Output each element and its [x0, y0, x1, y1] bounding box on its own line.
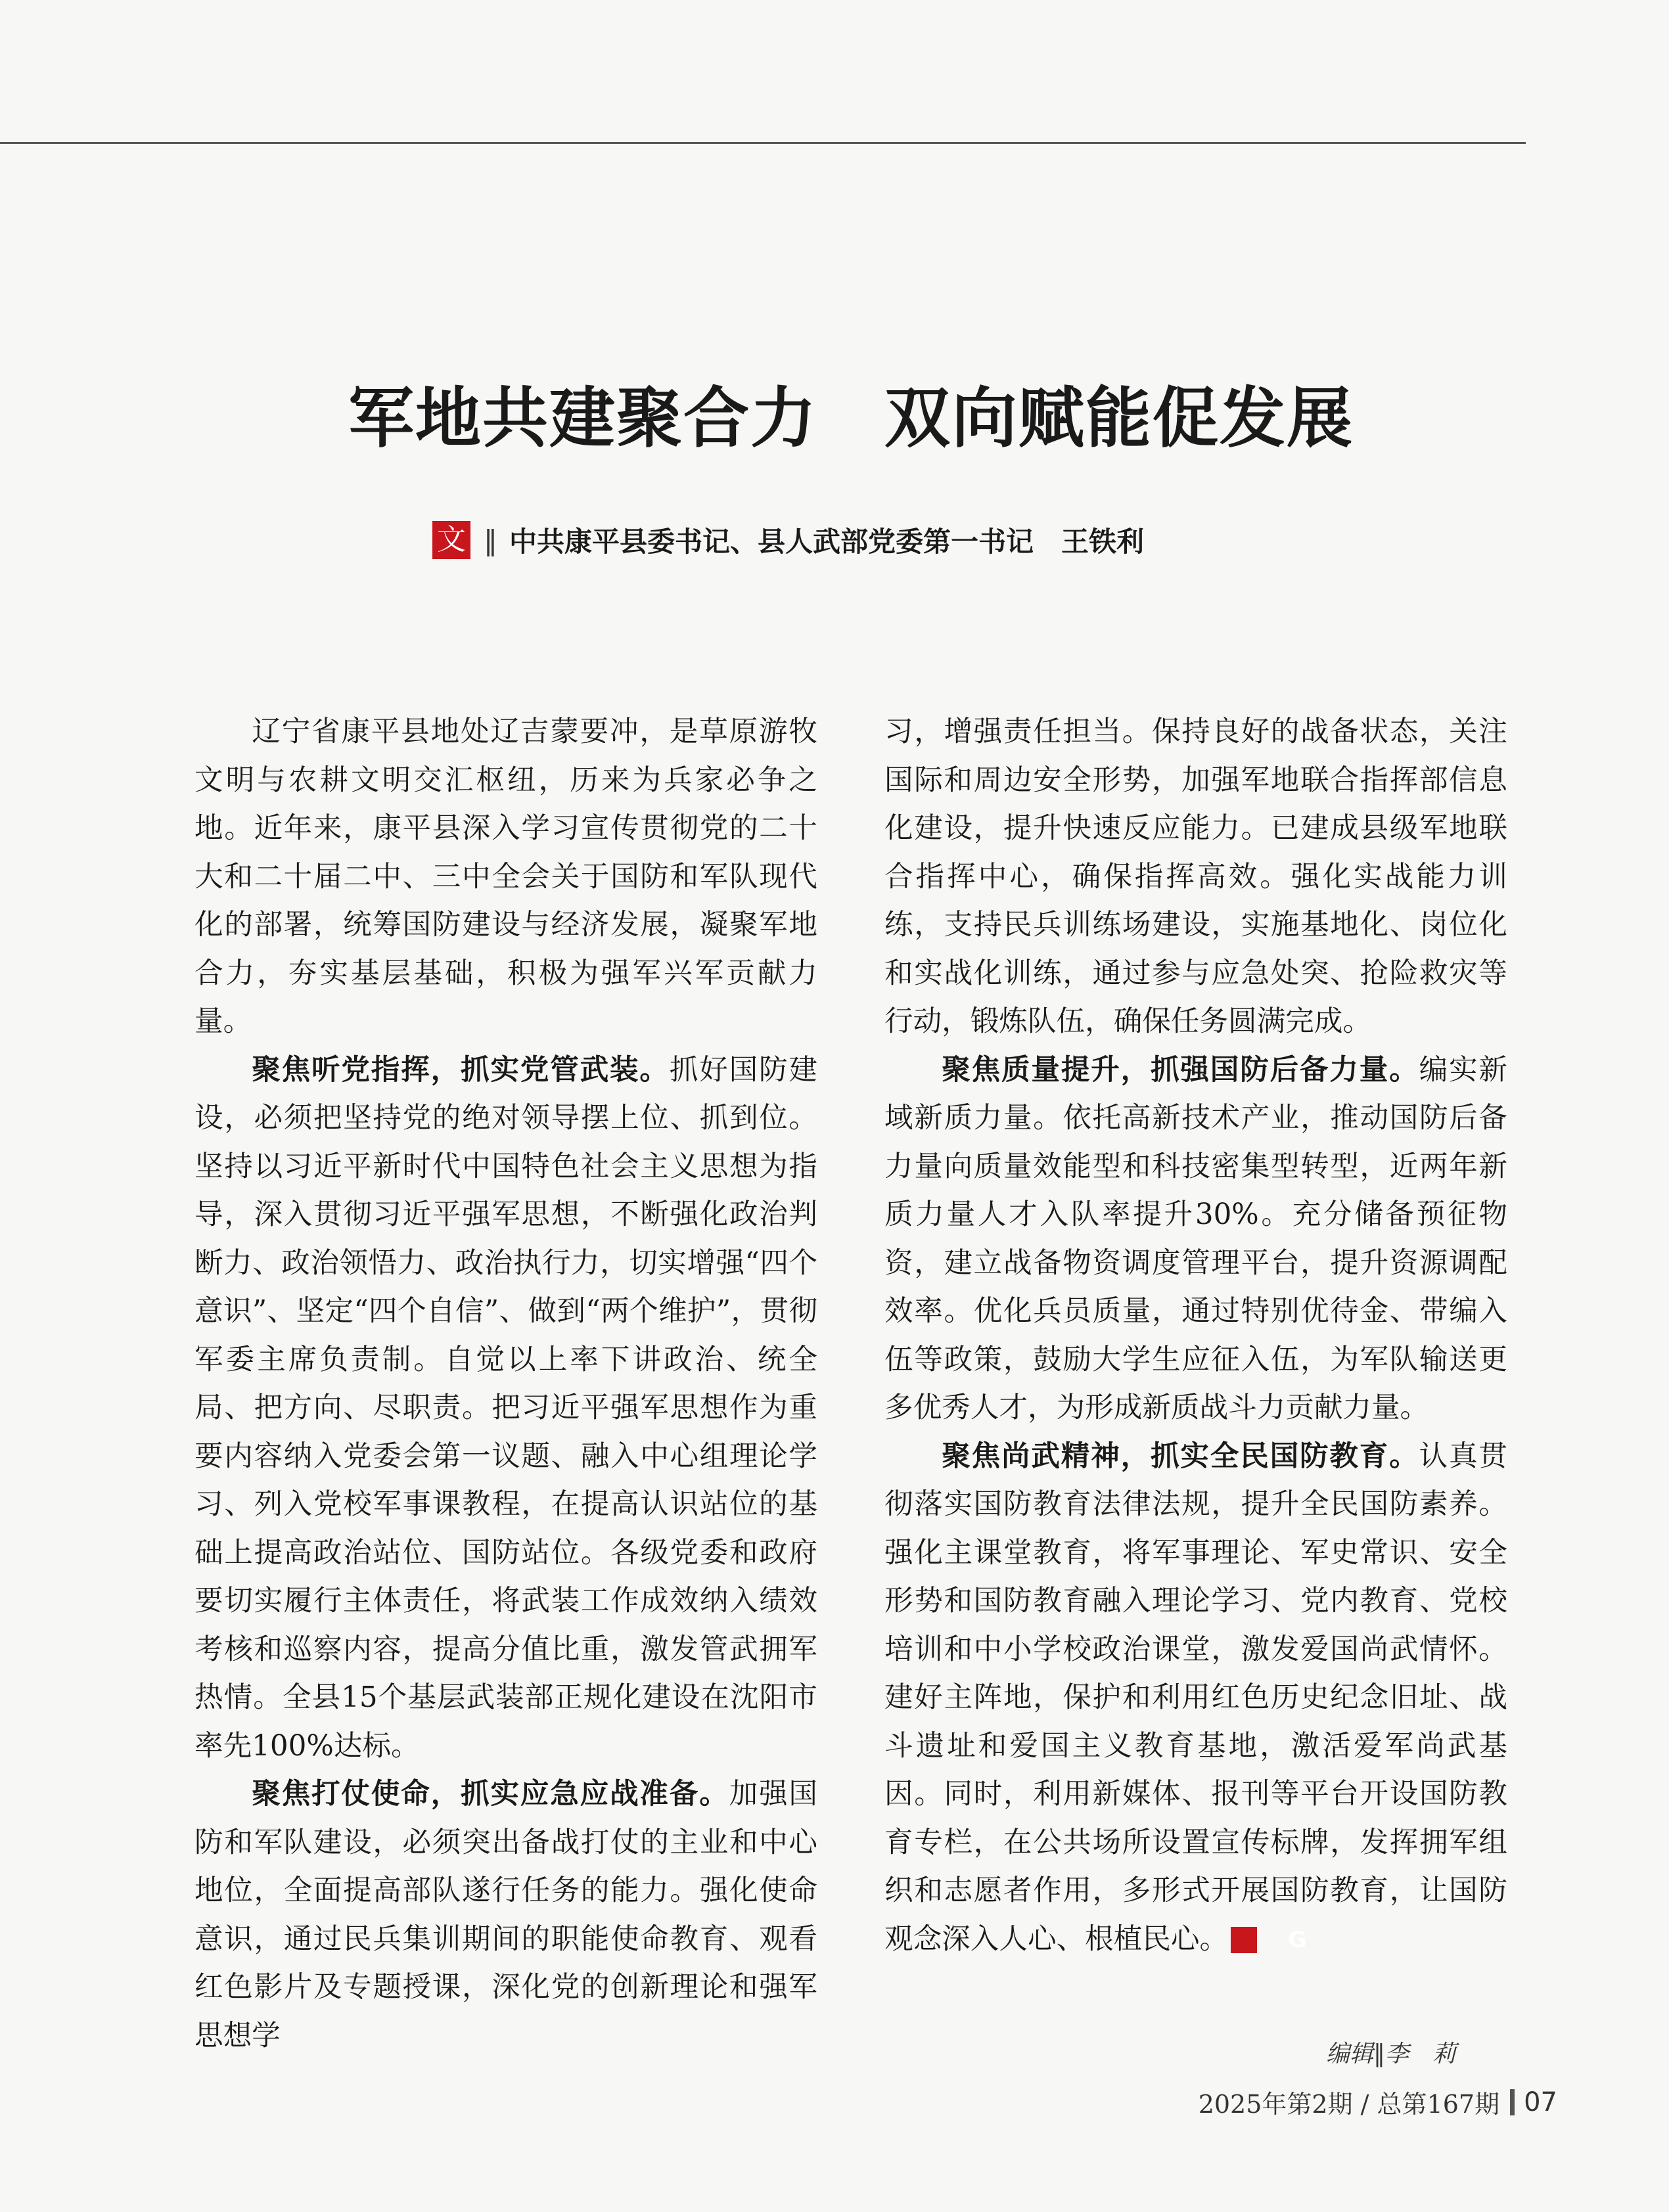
paragraph-defense-education: [884, 1433, 1507, 1964]
column-right: [884, 708, 1507, 1964]
column-left: [194, 708, 817, 2060]
end-mark-icon: G: [1231, 1927, 1257, 1953]
page-number: 07: [1524, 2087, 1557, 2117]
article-title: 军地共建聚合力 双向赋能促发展: [348, 380, 1354, 457]
paragraph-body: 加强国防和军队建设，必须突出备战打仗的主业和中心地位，全面提高部队遂行任务的能力。强化使命意识，通过民兵集训期间的职能使命教育、观看红色影片及专题授课，深化党的创新理论和强军思想学: [194, 1778, 818, 2052]
paragraph-body: 抓好国防建设，必须把坚持党的绝对领导摆上位、抓到位。坚持以习近平新时代中国特色社会主义思想为指导，深入贯彻习近平强军思想，不断强化政治判断力、政治领悟力、政治执行力，切实增强“四个意识”、坚定“四个自信”、做到“两个维护”，贯彻军委主席负责制。自觉以上率下讲政治、统全局、把方向、尽职责。把习近平强军思想作为重要内容纳入党委会第一议题、融入中心组理论学习、列入党校军事课教程，在提高认识站位的基础上提高政治站位、国防站位。各级党委和政府要切实履行主体责任，将武装工作成效纳入绩效考核和巡察内容，提高分值比重，激发管武拥军热情。全县15个基层武装部正规化建设在沈阳市率先100%达标。: [194, 1053, 818, 1763]
editor-credit: 编辑‖李 莉: [1326, 2041, 1457, 2067]
paragraph-intro: 辽宁省康平县地处辽吉蒙要冲，是草原游牧文明与农耕文明交汇枢纽，历来为兵家必争之地。近年来，康平县深入学习宣传贯彻党的二十大和二十届二中、三中全会关于国防和军队现代化的部署，统筹国防建设与经济发展，凝聚军地合力，夯实基层基础，积极为强军兴军贡献力量。: [194, 715, 817, 1038]
byline-separator: ‖: [484, 524, 497, 556]
byline-author: 中共康平县委书记、县人武部党委第一书记 王铁利: [509, 526, 1145, 558]
paragraph-body: 认真贯彻落实国防教育法律法规，提升全民国防素养。强化主课堂教育，将军事理论、军史常识、安全形势和国防教育融入理论学习、党内教育、党校培训和中小学校政治课堂，激发爱国尚武情怀。建好主阵地，保护和利用红色历史纪念旧址、战斗遗址和爱国主义教育基地，激活爱军尚武基因。同时，利用新媒体、报刊等平台开设国防教育专栏，在公共场所设置宣传标牌，发挥拥军组织和志愿者作用，多形式开展国防教育，让国防观念深入人心、根植民心。: [884, 1439, 1508, 1956]
paragraph-party-command: [194, 1047, 817, 1771]
paragraph-combat-mission-cont: 习，增强责任担当。保持良好的战备状态，关注国际和周边安全形势，加强军地联合指挥部信息化建设，提升快速反应能力。已建成县级军地联合指挥中心，确保指挥高效。强化实战能力训练，支持民兵训练场建设，实施基地化、岗位化和实战化训练，通过参与应急处突、抢险救灾等行动，锻炼队伍，确保任务圆满完成。: [884, 715, 1507, 1038]
paragraph-lead: 聚焦打仗使命，抓实应急应战准备。: [252, 1778, 729, 1811]
header-rule: [0, 142, 1526, 144]
paragraph-lead: 聚焦质量提升，抓强国防后备力量。: [942, 1053, 1419, 1087]
footer-divider: [1510, 2089, 1515, 2115]
paragraph-lead: 聚焦听党指挥，抓实党管武装。: [252, 1053, 670, 1087]
paragraph-body: 编实新域新质力量。依托高新技术产业，推动国防后备力量向质量效能型和科技密集型转型，近两年新质力量人才入队率提升30%。充分储备预征物资，建立战备物资调度管理平台，提升资源调配效率。优化兵员质量，通过特别优待金、带编入伍等政策，鼓励大学生应征入伍，为军队输送更多优秀人才，为形成新质战斗力贡献力量。: [884, 1053, 1508, 1424]
page-footer: [1199, 2084, 1557, 2120]
issue-info: 2025年第2期 / 总第167期: [1198, 2090, 1500, 2119]
byline-badge: 文: [432, 521, 470, 559]
paragraph-lead: 聚焦尚武精神，抓实全民国防教育。: [942, 1439, 1419, 1473]
byline: [432, 519, 1144, 561]
paragraph-reserve-force: [884, 1047, 1507, 1433]
paragraph-combat-mission: [194, 1771, 817, 2060]
